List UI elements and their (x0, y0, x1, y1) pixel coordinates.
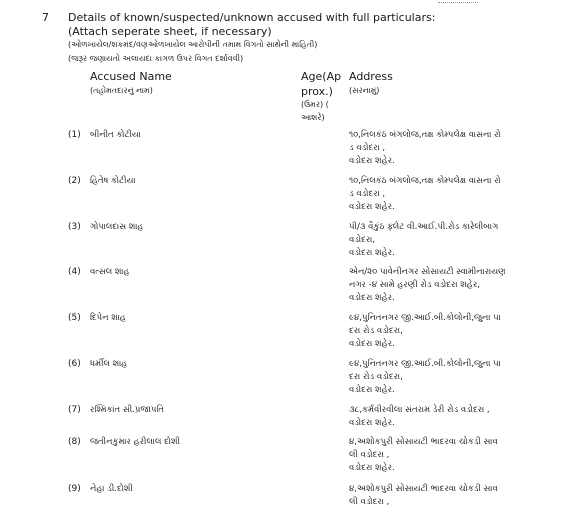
accused-address-line: વડોદરા શહેર. (349, 339, 395, 349)
accused-address-line: ૩૮,કર્મવીરવીલા સંતરામ ડેરી રોડ વડોદરા , (349, 405, 490, 415)
accused-name: દિપેન શાહ (90, 313, 126, 323)
accused-index: (8) (68, 437, 81, 447)
accused-name: જતીનકુમાર હરીલાલ દોશી (90, 437, 180, 447)
accused-address-line: ૪,અશોકપુરી સોસાયટી ભાદરવા ચોકડી સાવ (349, 484, 498, 494)
column-header-age: Age(Ap (301, 70, 342, 83)
accused-index: (1) (68, 130, 81, 140)
accused-index: (4) (68, 267, 81, 277)
accused-name: વત્સલ શાહ (90, 267, 130, 277)
accused-address-line: ૧૦,નિલકંઠ બંગલોજ,તક્ષ કોમ્પલેક્ષ વાસના રો (349, 130, 501, 140)
column-header-age-line2: prox.) (301, 85, 333, 98)
column-header-age-gujarati: (ઉંમર) ( (301, 100, 329, 109)
column-header-address-gujarati: (સરનામું) (349, 86, 380, 95)
accused-address-line: વડોદરા શહેર. (349, 293, 395, 303)
accused-index: (7) (68, 405, 81, 415)
accused-address-line: વડોદરા શહેર. (349, 418, 395, 428)
accused-address-line: દરા રોડ વડોદરા, (349, 326, 403, 336)
accused-address-line: નગર -૪ સામે હરણી રોડ વડોદરા શહેર, (349, 280, 480, 290)
attach-note: (Attach seperate sheet, if necessary) (68, 25, 272, 38)
accused-index: (2) (68, 176, 81, 186)
accused-address-line: ડ વડોદરા , (349, 143, 386, 153)
accused-address-line: વડોદરા શહેર. (349, 385, 395, 395)
accused-address-line: વડોદરા શહેર. (349, 463, 395, 473)
column-header-age-gujarati-line2: આશરે) (301, 113, 325, 122)
column-header-name-gujarati: (તહોમતદારનું નામ) (90, 86, 153, 95)
accused-name: ધર્મીલ શાહ (90, 359, 128, 369)
column-header-name: Accused Name (90, 70, 172, 83)
accused-address-line: ૪,અશોકપુરી સોસાયટી ભાદરવા ચોકડી સાવ (349, 437, 498, 447)
attach-note-gujarati: (જરૂર જણાયતો અલાયદા કાગળ ઉપર વિગત દર્શાવવી) (68, 54, 244, 63)
accused-index: (3) (68, 222, 81, 232)
accused-address-line: વડોદરા, (349, 235, 376, 245)
accused-name: બીનીત કોટીયા (90, 130, 141, 140)
accused-index: (5) (68, 313, 81, 323)
accused-address-line: લી વડોદરા , (349, 450, 390, 460)
accused-index: (9) (68, 484, 81, 494)
accused-address-line: પી/૩ વૈકુંઠ ફ્લેટ વી.આઈ.પી.રોડ કારેલીબાગ (349, 222, 499, 232)
section-number: 7 (42, 11, 49, 24)
accused-index: (6) (68, 359, 81, 369)
accused-name: રશ્મિકાંત સી.પ્રજાપતિ (90, 405, 164, 415)
accused-address-line: વડોદરા શહેર. (349, 248, 395, 258)
accused-address-line: ૯૪,પુનિતનગર જી.આઈ.બી.કોલોની,જુના પા (349, 313, 501, 323)
accused-address-line: લી વડોદરા , (349, 497, 390, 507)
accused-address-line: એન/૨૦ પાવેનીનગર સોસાયટી સ્વામીનારાયણ (349, 267, 506, 277)
accused-name: ગોપાલદાસ શાહ (90, 222, 144, 232)
accused-address-line: ડ વડોદરા , (349, 189, 386, 199)
section-heading: Details of known/suspected/unknown accused with full particulars: (68, 11, 436, 24)
section-heading-gujarati: (ઓળખાયેલ/શકમંદ/વણઓળખાયેલ આરોપીની તમામ વિગતો સાથેની માહિતી) (68, 40, 318, 49)
accused-address-line: ૯૪,પુનિતનગર જી.આઈ.બી.કોલોની,જુના પા (349, 359, 501, 369)
page-top-edge-fragment (438, 0, 478, 3)
accused-address-line: વડોદરા શહેર. (349, 156, 395, 166)
accused-address-line: દરા રોડ વડોદરા, (349, 372, 403, 382)
column-header-address: Address (349, 70, 393, 83)
accused-name: હિતેષ કોટીયા (90, 176, 136, 186)
accused-address-line: ૧૦,નિલકંઠ બંગલોજ,તક્ષ કોમ્પલેક્ષ વાસના રો (349, 176, 501, 186)
accused-name: નેહા ડી.દોશી (90, 484, 133, 494)
accused-address-line: વડોદરા શહેર. (349, 202, 395, 212)
